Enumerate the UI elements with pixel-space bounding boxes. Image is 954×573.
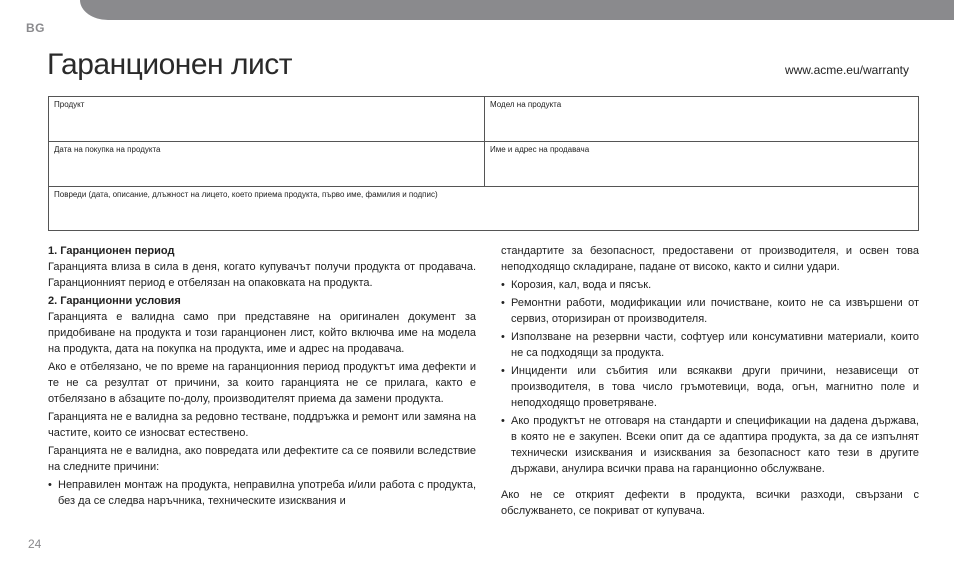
page-number: 24 <box>28 537 42 551</box>
warranty-form <box>48 96 919 231</box>
seller-field[interactable] <box>485 142 918 187</box>
section-1-paragraph: Гаранцията влиза в сила в деня, когато купувачът получи продукта от продавача. Гаранционният период е отбелязан на опаковката на продукта. <box>48 261 476 289</box>
right-column <box>501 243 919 521</box>
exclusion-item-5: • Инциденти или събития или всякакви други причини, независещи от производителя, в това число гръмотевици, вода, огън, магнитно поле и неподходящо проветряване. <box>501 363 919 411</box>
repairs-field[interactable] <box>49 187 918 230</box>
product-label: Продукт <box>54 100 85 109</box>
section-2-title: 2. Гаранционни условия <box>48 295 181 307</box>
section-2-paragraph-2: Ако е отбелязано, че по време на гаранционния период продуктът има дефекти и те не са резултат от причини, за които гаранцията не се прилага, както е отбелязано в абзаците по-долу, производителят приема да замени продукта. <box>48 361 476 405</box>
closing-paragraph: Ако не се открият дефекти в продукта, всички разходи, свързани с обслужването, се покриват от купувача. <box>501 489 919 517</box>
purchase-date-label: Дата на покупка на продукта <box>54 145 161 154</box>
exclusion-item-1: • Неправилен монтаж на продукта, неправилна употреба и/или работа с продукта, без да се следва наръчника, техническите изисквания и <box>48 477 476 509</box>
section-1-title: 1. Гаранционен период <box>48 245 175 257</box>
section-2-paragraph-3: Гаранцията не е валидна за редовно тестване, поддръжка и ремонт или замяна на частите, които се износват естествено. <box>48 411 476 439</box>
repairs-label: Повреди (дата, описание, длъжност на лицето, което приема продукта, първо име, фамилия и подпис) <box>54 190 438 199</box>
language-code: BG <box>26 21 45 35</box>
page-title: Гаранционен лист <box>47 48 292 81</box>
model-label: Модел на продукта <box>490 100 562 109</box>
model-field[interactable] <box>485 97 918 142</box>
exclusion-item-4: • Използване на резервни части, софтуер или консумативни материали, които не са подходящи за продукта. <box>501 329 919 361</box>
seller-label: Име и адрес на продавача <box>490 145 590 154</box>
section-2-paragraph-1: Гаранцията е валидна само при представяне на оригинален документ за придобиване на продукта и този гаранционен лист, който включва име на модела на продукта, дата на покупка на продукта, име и адрес на продавача. <box>48 311 476 355</box>
section-2-paragraph-4: Гаранцията не е валидна, ако повредата или дефектите са се появили вследствие на следните причини: <box>48 445 476 473</box>
exclusions-list-continued <box>501 243 919 477</box>
header-bar <box>80 0 954 20</box>
exclusion-item-6: • Ако продуктът не отговаря на стандарти и спецификации на дадена държава, в която не е закупен. Всеки опит да се адаптира продукта, за да се изпълнят технически изисквания и изисквания за безопасност като тези в другите държави, анулира всички права на гаранционно обслужване. <box>501 413 919 477</box>
warranty-url[interactable]: www.acme.eu/warranty <box>784 63 909 77</box>
exclusion-item-3: • Ремонтни работи, модификации или почистване, които не са извършени от сервиз, оторизиран от производителя. <box>501 295 919 327</box>
exclusion-item-2: • Корозия, кал, вода и пясък. <box>501 277 919 293</box>
product-field[interactable] <box>49 97 485 142</box>
purchase-date-field[interactable] <box>49 142 485 187</box>
spacer <box>501 479 919 487</box>
exclusion-item-1-continued: стандартите за безопасност, предоставени от производителя, и освен това неподходящо складиране, падане от високо, както и силни удари. <box>501 245 919 273</box>
left-column <box>48 243 476 511</box>
exclusions-list-start <box>48 477 476 509</box>
